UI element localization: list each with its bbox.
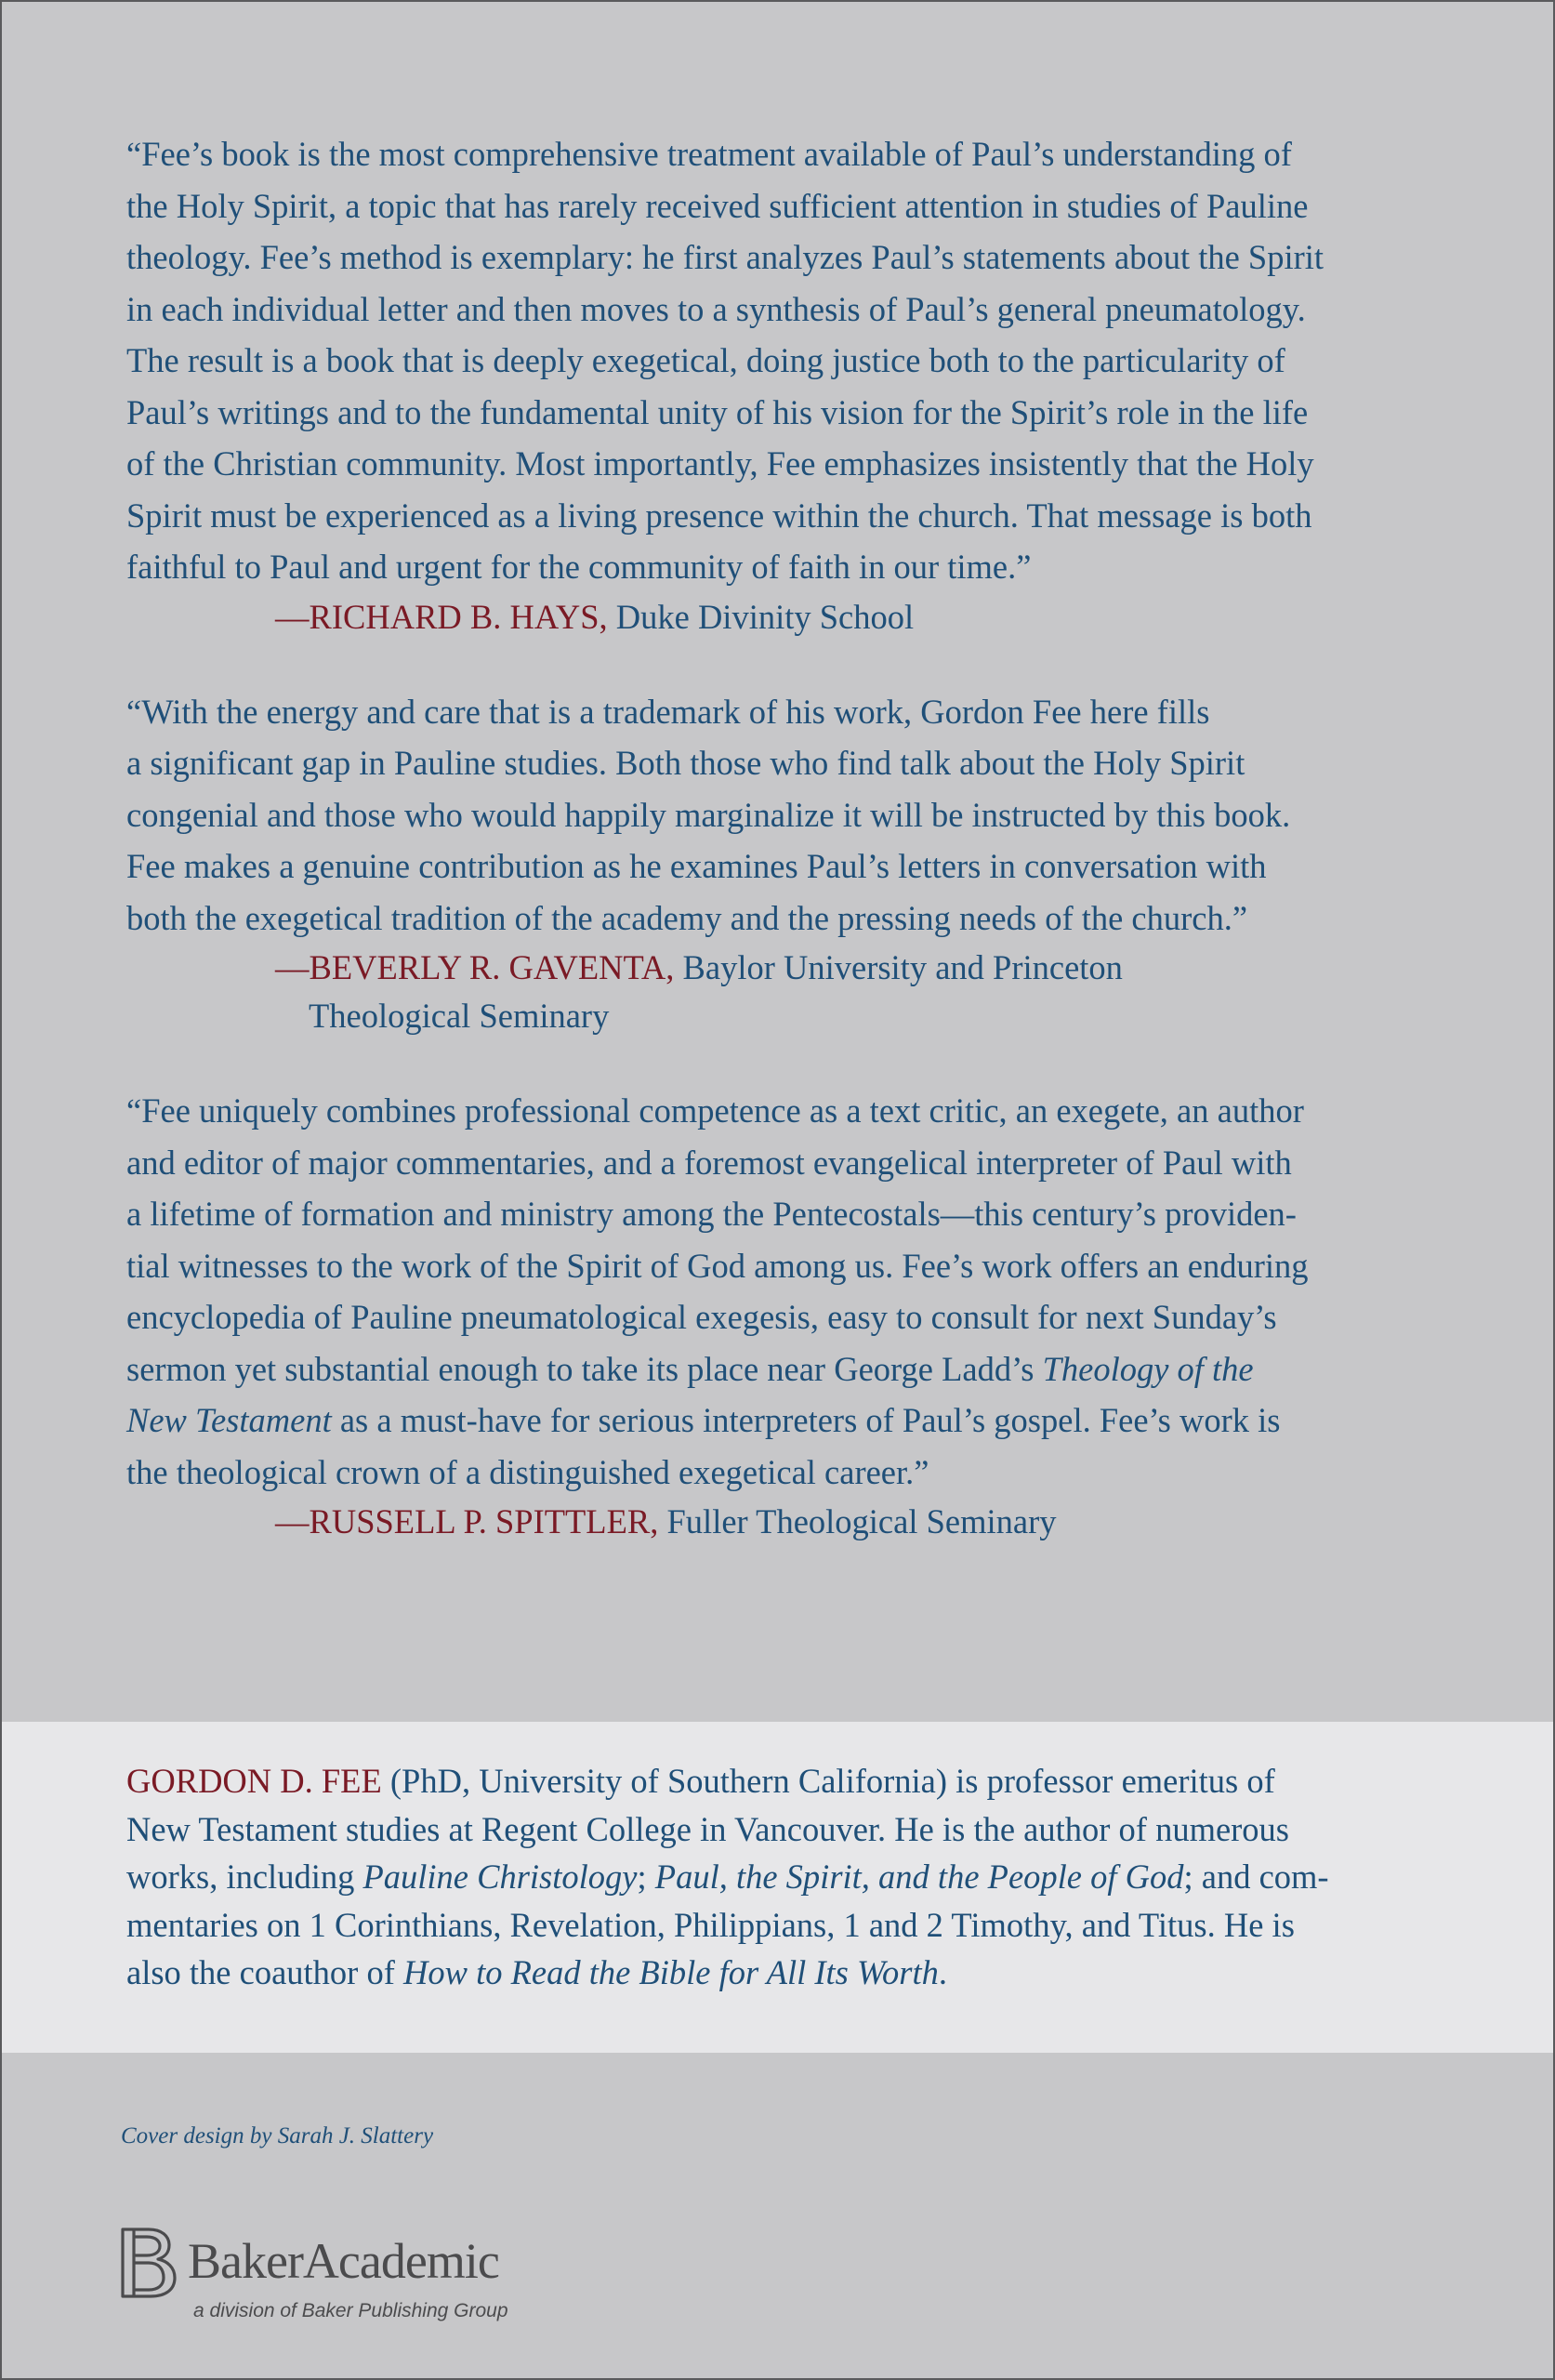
quote-line: “With the energy and care that is a trademark of his work, Gordon Fee here fills (126, 692, 1210, 731)
publisher-logo (117, 2226, 600, 2328)
quote-line: encyclopedia of Pauline pneumatological exegesis, easy to consult for next Sunday’s (126, 1298, 1277, 1336)
bio-line (126, 1949, 1446, 1997)
endorser-affiliation: Duke Divinity School (607, 597, 915, 636)
endorser-name: —RUSSELL P. SPITTLER, (275, 1502, 659, 1540)
quote-line: congenial and those who would happily marginalize it will be instructed by this book. (126, 795, 1291, 834)
endorser-affiliation: Baylor University and Princeton (674, 948, 1123, 986)
quote-line: tial witnesses to the work of the Spirit of God among us. Fee’s work offers an enduring (126, 1246, 1309, 1285)
endorser-name: —BEVERLY R. GAVENTA, (275, 948, 675, 986)
author-name: GORDON D. FEE (126, 1762, 382, 1800)
quote-line: the Holy Spirit, a topic that has rarely received sufficient attention in studies of Pauline (126, 186, 1309, 225)
book-title: Theology of the (1042, 1349, 1254, 1388)
publisher-name: BakerAcademic (188, 2233, 499, 2289)
author-bio (126, 1757, 1446, 1997)
endorsement-attribution (126, 593, 1437, 641)
quote-line: a lifetime of formation and ministry among the Pentecostals—this century’s providen- (126, 1195, 1297, 1233)
author-bio-band (2, 1722, 1553, 2053)
quote-line: theology. Fee’s method is exemplary: he first analyzes Paul’s statements about the Spirit (126, 238, 1324, 276)
baker-b-icon (117, 2226, 182, 2300)
quote-line: and editor of major commentaries, and a foremost evangelical interpreter of Paul with (126, 1143, 1292, 1182)
quote-line: The result is a book that is deeply exegetical, doing justice both to the particularity of (126, 341, 1285, 379)
cover-design-credit: Cover design by Sarah J. Slattery (121, 2123, 434, 2149)
endorsements (126, 128, 1437, 1546)
quote-line: the theological crown of a distinguished exegetical career.” (126, 1452, 929, 1491)
bio-fragment: works, including (126, 1858, 363, 1896)
quote-line: “Fee’s book is the most comprehensive treatment available of Paul’s understanding of (126, 135, 1292, 173)
endorsement-hays (126, 128, 1437, 641)
bio-line: New Testament studies at Regent College in Vancouver. He is the author of numerous (126, 1809, 1290, 1848)
quote-line: faithful to Paul and urgent for the community of faith in our time.” (126, 548, 1032, 586)
endorsement-quote (126, 1085, 1437, 1498)
bio-line (126, 1853, 1446, 1901)
attribution-line (275, 944, 1437, 992)
endorsement-spittler (126, 1085, 1437, 1546)
quote-line: of the Christian community. Most importantly, Fee emphasizes insistently that the Holy (126, 444, 1314, 483)
endorser-name: —RICHARD B. HAYS, (275, 597, 608, 636)
quote-line: Paul’s writings and to the fundamental unity of his vision for the Spirit’s role in the life (126, 392, 1309, 431)
bio-fragment: ; and com- (1183, 1858, 1329, 1896)
quote-line (126, 1395, 1437, 1447)
book-title: New Testament (126, 1401, 332, 1439)
bio-line (126, 1757, 1446, 1805)
bio-fragment: also the coauthor of (126, 1953, 403, 1991)
quote-line: both the exegetical tradition of the academy and the pressing needs of the church.” (126, 898, 1248, 937)
endorsement-attribution (126, 1498, 1437, 1546)
bio-fragment: (PhD, University of Southern California) is professor emeritus of (381, 1762, 1275, 1800)
quote-fragment: as a must-have for serious interpreters of Paul’s gospel. Fee’s work is (331, 1401, 1281, 1439)
bio-fragment: . (938, 1953, 947, 1991)
quote-line (126, 1343, 1437, 1395)
endorser-affiliation: Fuller Theological Seminary (658, 1502, 1057, 1540)
book-title: How to Read the Bible for All Its Worth (403, 1953, 939, 1991)
endorsement-attribution (126, 944, 1437, 1040)
endorsement-gaventa (126, 686, 1437, 1041)
endorsement-quote (126, 128, 1437, 593)
bio-line: mentaries on 1 Corinthians, Revelation, Philippians, 1 and 2 Timothy, and Titus. He is (126, 1905, 1295, 1944)
quote-line: “Fee uniquely combines professional competence as a text critic, an exegete, an author (126, 1091, 1304, 1130)
quote-fragment: sermon yet substantial enough to take its place near George Ladd’s (126, 1349, 1043, 1388)
quote-line: in each individual letter and then moves to a synthesis of Paul’s general pneumatology. (126, 289, 1306, 328)
bio-fragment: ; (637, 1858, 655, 1896)
endorser-affiliation-continued: Theological Seminary (309, 997, 610, 1035)
quote-line: a significant gap in Pauline studies. Both those who find talk about the Holy Spirit (126, 744, 1245, 782)
quote-line: Spirit must be experienced as a living presence within the church. That message is both (126, 496, 1312, 535)
quote-line: Fee makes a genuine contribution as he examines Paul’s letters in conversation with (126, 847, 1267, 885)
book-title: Paul, the Spirit, and the People of God (654, 1858, 1184, 1896)
attribution-line (275, 1498, 1437, 1546)
publisher-tagline: a division of Baker Publishing Group (193, 2300, 508, 2321)
book-title: Pauline Christology (362, 1858, 638, 1896)
attribution-line (275, 593, 1437, 641)
endorsement-quote (126, 686, 1437, 945)
